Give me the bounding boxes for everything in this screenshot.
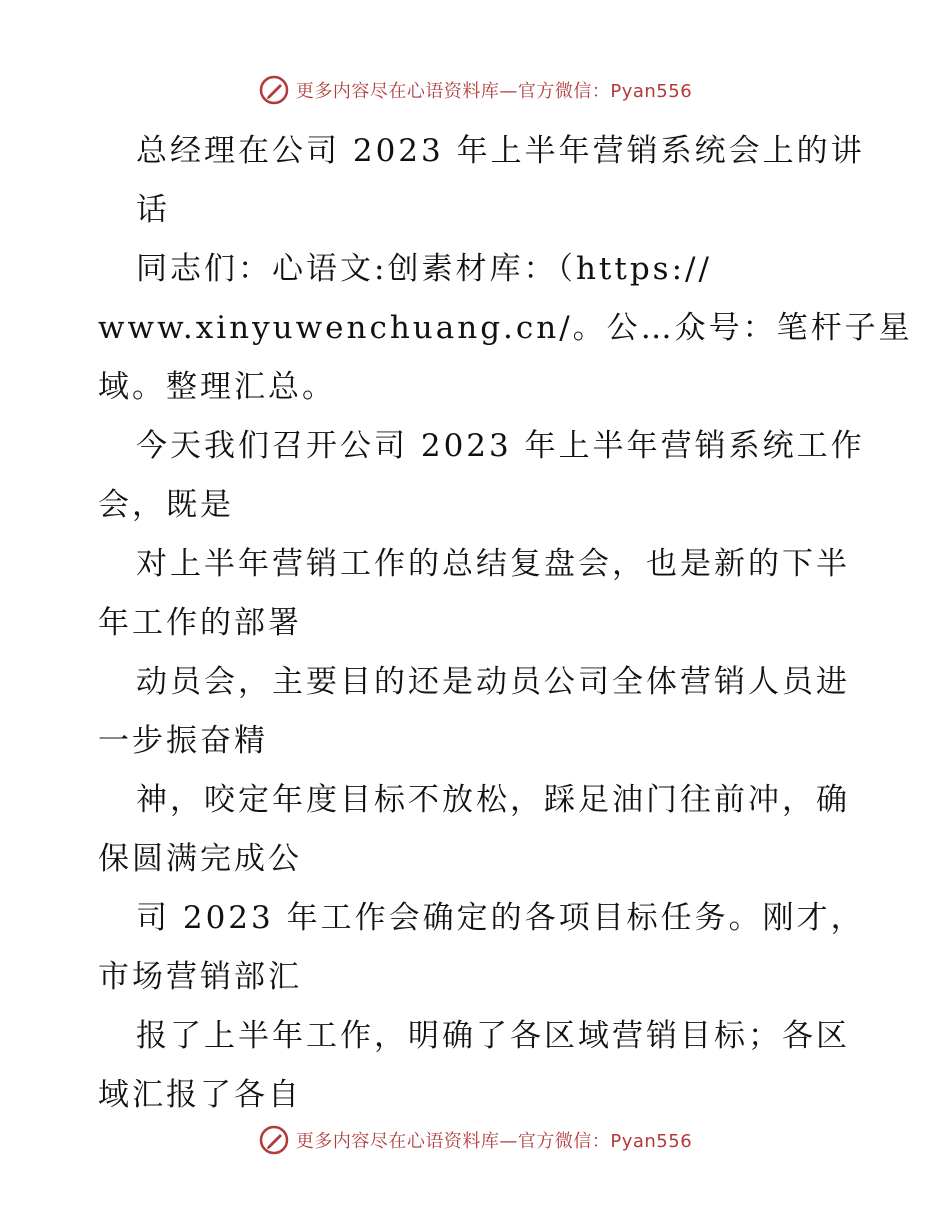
pen-logo-icon	[258, 1124, 290, 1156]
text-line: 市场营销部汇	[98, 959, 302, 995]
text-line: 司 2023 年工作会确定的各项目标任务。刚才，	[136, 900, 865, 936]
text-line: 话	[136, 192, 170, 228]
text-line: 总经理在公司 2023 年上半年营销系统会上的讲	[136, 133, 865, 169]
text-line: 动员会，主要目的还是动员公司全体营销人员进	[136, 664, 850, 700]
text-line: 一步振奋精	[98, 723, 268, 759]
text-line: 域汇报了各自	[98, 1077, 302, 1113]
text-line: 会，既是	[98, 487, 234, 523]
text-line: 域。整理汇总。	[98, 369, 336, 405]
text-line: 报了上半年工作，明确了各区域营销目标；各区	[136, 1018, 850, 1054]
footer-watermark-banner	[0, 1120, 950, 1160]
text-line: 同志们：心语文:创素材库：（https://	[136, 251, 712, 287]
text-line: www.xinyuwenchuang.cn/。公…众号：笔杆子星	[98, 310, 913, 346]
header-watermark-banner	[0, 70, 950, 110]
text-line: 神，咬定年度目标不放松，踩足油门往前冲，确	[136, 782, 850, 818]
watermark-text: 更多内容尽在心语资料库—官方微信：Pyan556	[295, 1131, 693, 1152]
text-line: 对上半年营销工作的总结复盘会，也是新的下半	[136, 546, 850, 582]
text-line: 保圆满完成公	[98, 841, 302, 877]
text-line: 年工作的部署	[98, 605, 302, 641]
pen-logo-icon	[258, 74, 290, 106]
watermark-text: 更多内容尽在心语资料库—官方微信：Pyan556	[295, 81, 693, 102]
document-body	[98, 122, 913, 1125]
text-line: 今天我们召开公司 2023 年上半年营销系统工作	[136, 428, 865, 464]
